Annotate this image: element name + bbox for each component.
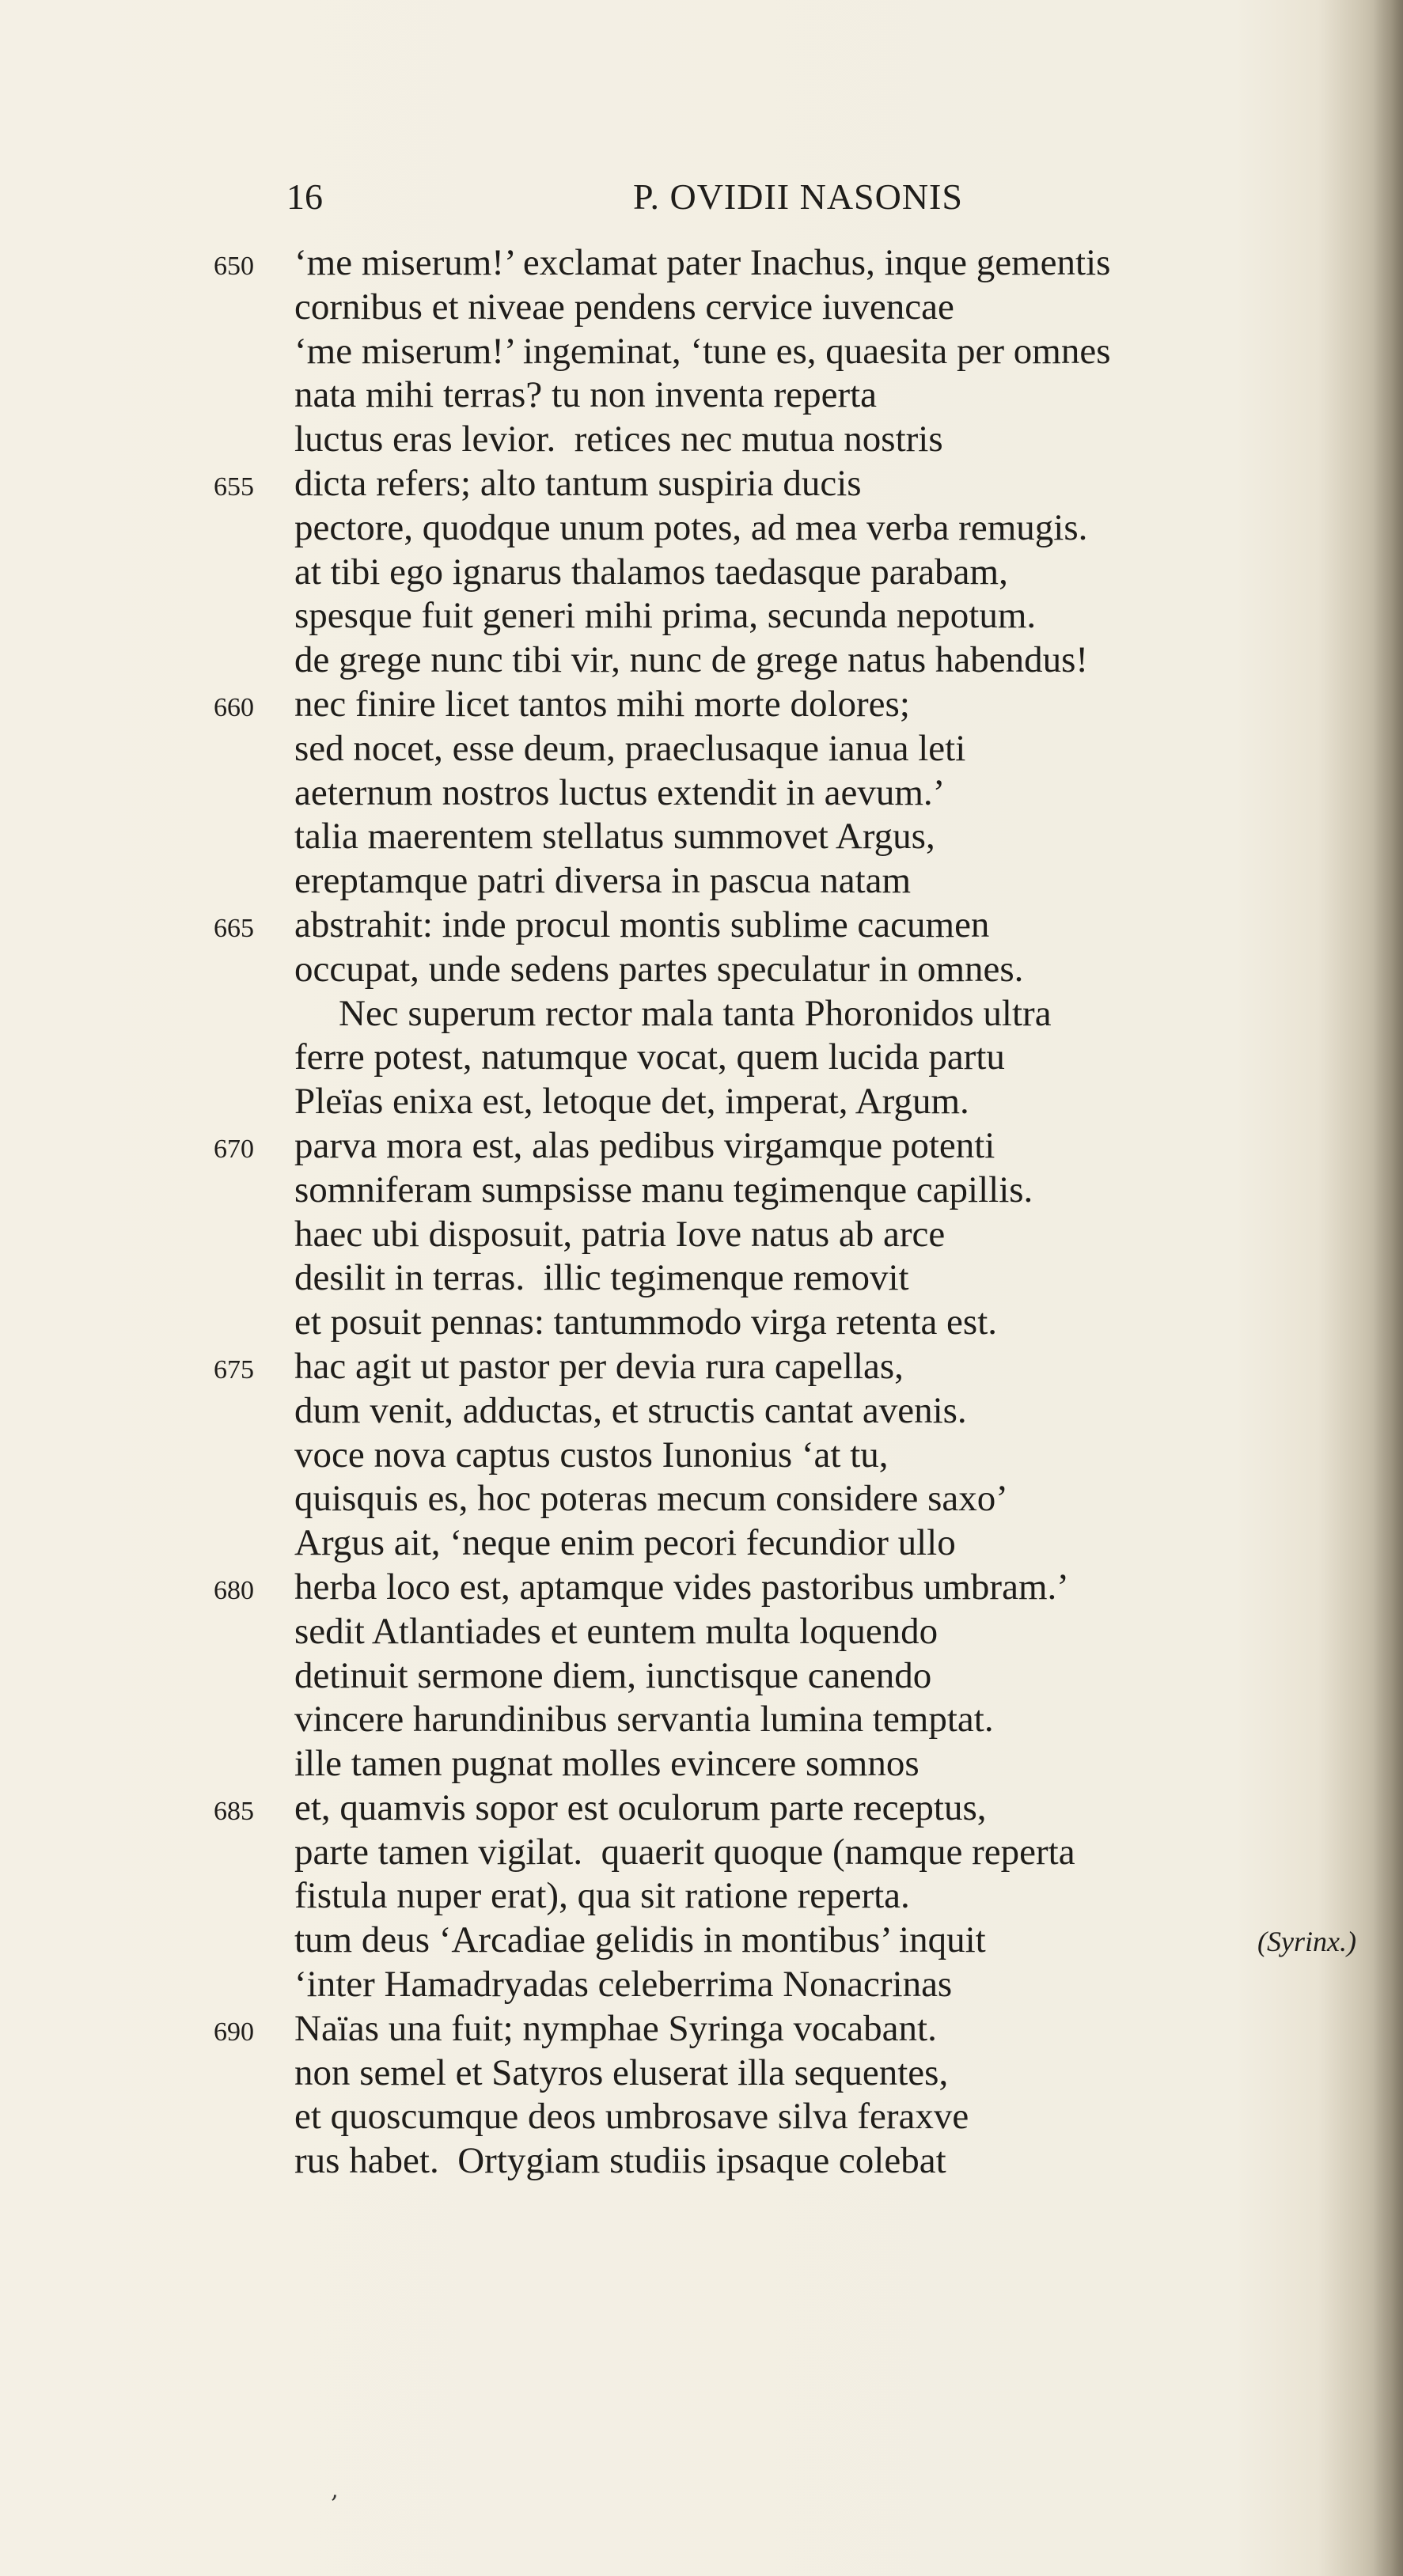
verse-text: vincere harundinibus servantia lumina temptat. [294, 1699, 994, 1741]
verse-line [214, 683, 1361, 727]
verse-text: dicta refers; alto tantum suspiria ducis [294, 462, 862, 504]
verse-line [214, 1566, 1361, 1610]
verse-text: non semel et Satyros eluserat illa sequentes, [294, 2051, 949, 2093]
verse-line [214, 1301, 1361, 1345]
verse-line [214, 903, 1361, 948]
line-number: 660 [214, 692, 254, 722]
verse-text: Naïas una fuit; nymphae Syringa vocabant. [294, 2007, 937, 2049]
line-number: 670 [214, 1134, 254, 1164]
verse-text: occupat, unde sedens partes speculatur in omnes. [294, 948, 1024, 990]
line-number: 665 [214, 913, 254, 943]
verse-text: ille tamen pugnat molles evincere somnos [294, 1743, 920, 1785]
verse-line [214, 1874, 1361, 1919]
verse-text: cornibus et niveae pendens cervice iuvencae [294, 286, 954, 328]
verse-text: tum deus ‘Arcadiae gelidis in montibus’ inquit [294, 1919, 986, 1961]
verse-line [214, 1213, 1361, 1257]
verse-line [214, 1124, 1361, 1169]
verse-text: quisquis es, hoc poteras mecum considere saxo’ [294, 1478, 1008, 1520]
verse-line [214, 815, 1361, 859]
page-edge-shadow [1373, 0, 1403, 2576]
verse-line [214, 1434, 1361, 1478]
line-number: 680 [214, 1575, 254, 1605]
verse-text-block [214, 241, 1361, 2184]
verse-text: et quoscumque deos umbrosave silva feraxve [294, 2096, 969, 2138]
verse-text: et posuit pennas: tantummodo virga retenta est. [294, 1301, 998, 1343]
verse-line [214, 1080, 1361, 1124]
verse-line [214, 771, 1361, 816]
verse-text: luctus eras levior. retices nec mutua nostris [294, 419, 943, 460]
verse-line [214, 859, 1361, 903]
verse-line [214, 2139, 1361, 2184]
verse-line [214, 1169, 1361, 1213]
verse-text: spesque fuit generi mihi prima, secunda nepotum. [294, 595, 1037, 637]
verse-text: ‘me miserum!’ ingeminat, ‘tune es, quaesita per omnes [294, 330, 1111, 372]
verse-text: Argus ait, ‘neque enim pecori fecundior ullo [294, 1522, 956, 1564]
line-number: 690 [214, 2017, 254, 2047]
marginal-note: (Syrinx.) [1257, 1926, 1356, 1958]
verse-text: nec finire licet tantos mihi morte dolores; [294, 683, 910, 725]
line-number: 675 [214, 1354, 254, 1385]
line-number: 655 [214, 472, 254, 502]
verse-text: parva mora est, alas pedibus virgamque potenti [294, 1124, 995, 1166]
verse-line [214, 373, 1361, 418]
verse-line [214, 506, 1361, 551]
verse-text: abstrahit: inde procul montis sublime cacumen [294, 903, 990, 945]
verse-text: ‘inter Hamadryadas celeberrima Nonacrinas [294, 1964, 953, 2006]
verse-text: Pleïas enixa est, letoque det, imperat, Argum. [294, 1081, 969, 1123]
verse-line [214, 462, 1361, 506]
verse-text: parte tamen vigilat. quaerit quoque (namque reperta [294, 1831, 1075, 1873]
verse-line [214, 1345, 1361, 1389]
verse-text: et, quamvis sopor est oculorum parte receptus, [294, 1786, 987, 1828]
verse-line [214, 2051, 1361, 2096]
verse-line [214, 1831, 1361, 1875]
verse-text: at tibi ego ignarus thalamos taedasque parabam, [294, 551, 1008, 593]
verse-line [214, 1610, 1361, 1654]
verse-text: somniferam sumpsisse manu tegimenque capillis. [294, 1169, 1033, 1210]
verse-line [214, 1477, 1361, 1521]
verse-line [214, 551, 1361, 595]
verse-text: rus habet. Ortygiam studiis ipsaque colebat [294, 2140, 946, 2182]
verse-line [214, 2007, 1361, 2051]
verse-line [214, 241, 1361, 286]
verse-text: ‘me miserum!’ exclamat pater Inachus, inque gementis [294, 242, 1111, 283]
verse-line [214, 330, 1361, 374]
verse-line [214, 638, 1361, 683]
verse-text: nata mihi terras? tu non inventa reperta [294, 374, 878, 416]
verse-line [214, 1521, 1361, 1566]
verse-line [214, 2095, 1361, 2139]
verse-line [214, 1919, 1361, 1963]
running-head: P. OVIDII NASONIS [633, 176, 963, 217]
verse-text: aeternum nostros luctus extendit in aevum.’ [294, 771, 946, 813]
verse-text: haec ubi disposuit, patria Iove natus ab arce [294, 1213, 946, 1255]
verse-text: ereptamque patri diversa in pascua natam [294, 860, 912, 902]
verse-line [214, 286, 1361, 330]
verse-text: herba loco est, aptamque vides pastoribus umbram.’ [294, 1566, 1069, 1608]
verse-text: desilit in terras. illic tegimenque removit [294, 1257, 909, 1299]
verse-text: de grege nunc tibi vir, nunc de grege natus habendus! [294, 639, 1089, 681]
verse-line [214, 1742, 1361, 1786]
verse-text: talia maerentem stellatus summovet Argus, [294, 816, 935, 858]
verse-text: sedit Atlantiades et euntem multa loquendo [294, 1610, 938, 1652]
verse-line [214, 1036, 1361, 1080]
verse-text: Nec superum rector mala tanta Phoronidos ultra [339, 992, 1052, 1034]
verse-line [214, 418, 1361, 462]
verse-text: sed nocet, esse deum, praeclusaque ianua leti [294, 727, 966, 769]
verse-line [214, 1698, 1361, 1742]
verse-text: voce nova captus custos Iunonius ‘at tu, [294, 1434, 889, 1476]
verse-line [214, 594, 1361, 638]
verse-line [214, 727, 1361, 771]
verse-text: fistula nuper erat), qua sit ratione reperta. [294, 1875, 910, 1917]
verse-line [214, 992, 1361, 1036]
line-number: 650 [214, 252, 254, 281]
verse-line [214, 1389, 1361, 1434]
verse-line [214, 1786, 1361, 1831]
stray-ink-mark: ‚ [331, 2476, 339, 2504]
verse-line [214, 1963, 1361, 2007]
verse-line [214, 948, 1361, 992]
verse-text: pectore, quodque unum potes, ad mea verba remugis. [294, 506, 1088, 548]
verse-line [214, 1654, 1361, 1699]
page-number: 16 [286, 176, 323, 217]
verse-text: dum venit, adductas, et structis cantat avenis. [294, 1389, 967, 1431]
verse-text: ferre potest, natumque vocat, quem lucida partu [294, 1036, 1005, 1078]
page-header [286, 176, 1347, 223]
verse-text: hac agit ut pastor per devia rura capellas, [294, 1345, 904, 1387]
line-number: 685 [214, 1796, 254, 1826]
verse-line [214, 1256, 1361, 1301]
verse-text: detinuit sermone diem, iunctisque canendo [294, 1654, 932, 1696]
